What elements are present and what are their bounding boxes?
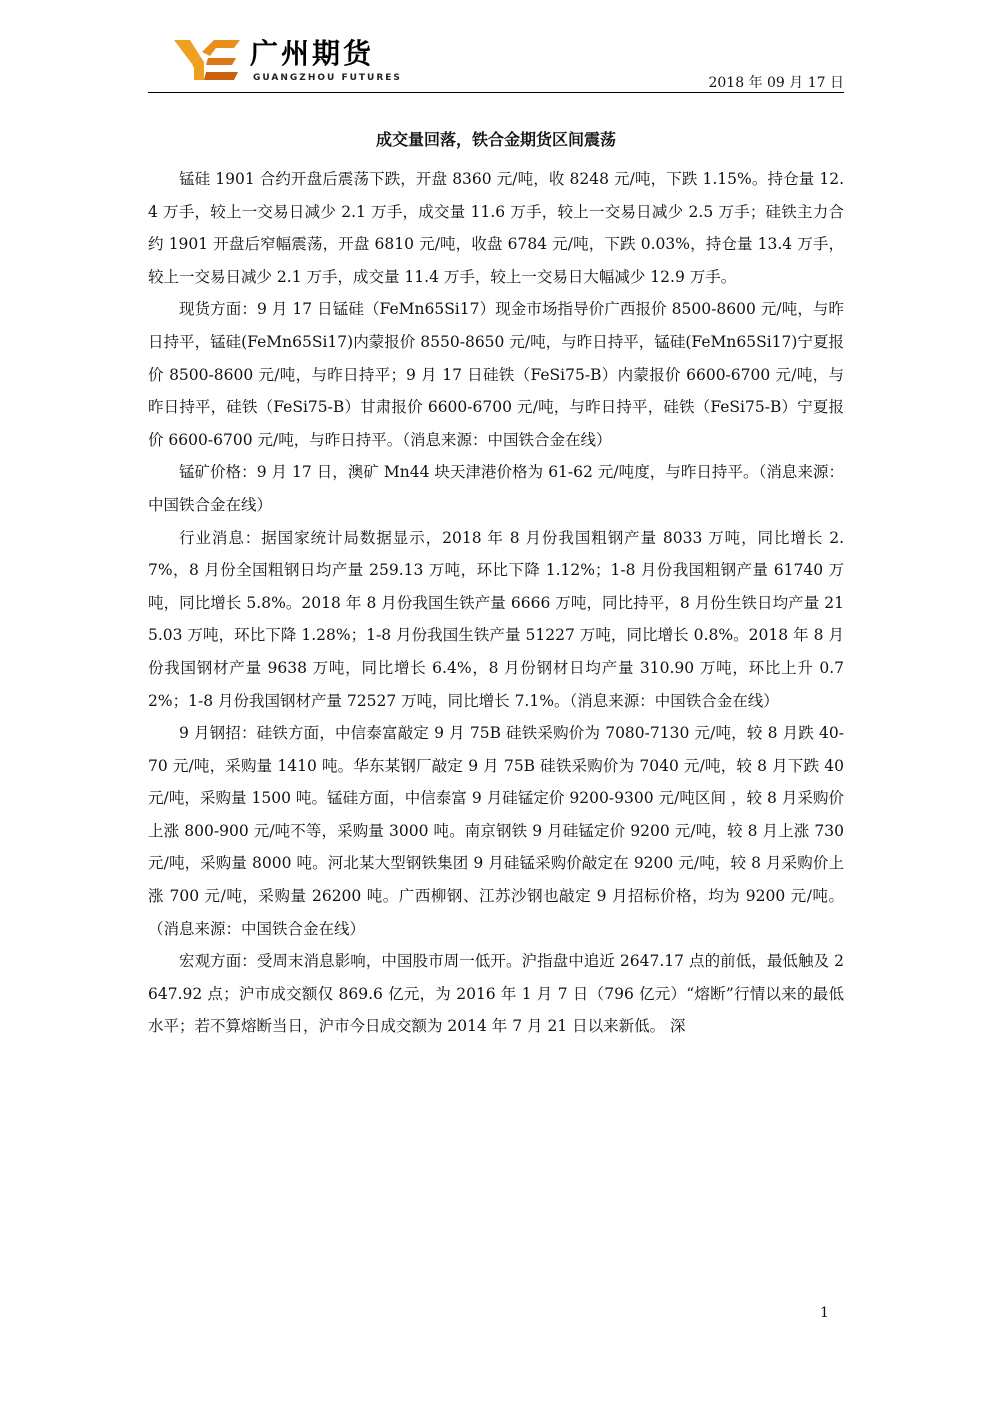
paragraph-spot: 现货方面：9 月 17 日锰硅（FeMn65Si17）现金市场指导价广西报价 8500-8600 元/吨，与昨日持平，锰硅(FeMn65Si17)内蒙报价 8550-8650 元/吨，与昨日持平，锰硅(FeMn65Si17)宁夏报价 8500-8600 元/吨，与昨日持平；9 月 17 日硅铁（FeSi75-B）内蒙报价 6600-6700 元/吨，与昨日持平，硅铁（FeSi75-B）甘肃报价 6600-6700 元/吨，与昨日持平，硅铁（FeSi75-B）宁夏报价 6600-6700 元/吨，与昨日持平。（消息来源：中国铁合金在线） (148, 300, 844, 449)
paragraph-trading: 锰硅 1901 合约开盘后震荡下跌，开盘 8360 元/吨，收 8248 元/吨，下跌 1.15%。持仓量 12.4 万手，较上一交易日减少 2.1 万手，成交量 11.6 万手，较上一交易日减少 2.5 万手；硅铁主力合约 1901 开盘后窄幅震荡，开盘 6810 元/吨，收盘 6784 元/吨，下跌 0.03%，持仓量 13.4 万手，较上一交易日减少 2.1 万手，成交量 11.4 万手，较上一交易日大幅减少 12.9 万手。 (148, 170, 844, 286)
company-logo (174, 38, 424, 90)
paragraph-industry: 行业消息：据国家统计局数据显示，2018 年 8 月份我国粗钢产量 8033 万吨，同比增长 2.7%，8 月份全国粗钢日均产量 259.13 万吨，环比下降 1.12%；1-8 月份我国粗钢产量 61740 万吨，同比增长 5.8%。2018 年 8 月份我国生铁产量 6666 万吨，同比持平，8 月份生铁日均产量 215.03 万吨，环比下降 1.28%；1-8 月份我国生铁产量 51227 万吨，同比增长 0.8%。2018 年 8 月份我国钢材产量 9638 万吨，同比增长 6.4%，8 月份钢材日均产量 310.90 万吨，环比上升 0.72%；1-8 月份我国钢材产量 72527 万吨，同比增长 7.1%。（消息来源：中国铁合金在线） (148, 528, 844, 710)
logo-chinese-name: 广州期货 (250, 37, 375, 70)
page-header (148, 30, 844, 98)
report-date: 2018 年 09 月 17 日 (708, 75, 844, 91)
paragraph-tender: 9 月钢招：硅铁方面，中信泰富敲定 9 月 75B 硅铁采购价为 7080-7130 元/吨，较 8 月跌 40-70 元/吨，采购量 1410 吨。华东某钢厂敲定 9 月 75B 硅铁采购价为 7040 元/吨，较 8 月下跌 40 元/吨，采购量 1500 吨。锰硅方面，中信泰富 9 月硅锰定价 9200-9300 元/吨区间 ，较 8 月采购价上涨 800-900 元/吨不等，采购量 3000 吨。南京钢铁 9 月硅锰定价 9200 元/吨，较 8 月上涨 730 元/吨，采购量 8000 吨。河北某大型钢铁集团 9 月硅锰采购价敲定在 9200 元/吨，较 8 月采购价上涨 700 元/吨，采购量 26200 吨。广西柳钢、江苏沙钢也敲定 9 月招标价格，均为 9200 元/吨。（消息来源：中国铁合金在线） (148, 724, 844, 938)
logo-mark-icon (174, 38, 240, 82)
paragraph-macro: 宏观方面：受周末消息影响，中国股市周一低开。沪指盘中追近 2647.17 点的前低，最低触及 2647.92 点；沪市成交额仅 869.6 亿元，为 2016 年 1 月 7 日（796 亿元）“熔断”行情以来的最低水平；若不算熔断当日，沪市今日成交额为 2014 年 7 月 21 日以来新低。 深 (148, 952, 844, 1036)
page-number: 1 (820, 1305, 829, 1321)
article-title: 成交量回落，铁合金期货区间震荡 (375, 130, 616, 149)
paragraph-ore: 锰矿价格：9 月 17 日，澳矿 Mn44 块天津港价格为 61-62 元/吨度，与昨日持平。（消息来源：中国铁合金在线） (148, 463, 844, 514)
header-divider (148, 92, 844, 93)
article-body (148, 163, 844, 1043)
logo-english-name: GUANGZHOU FUTURES (253, 73, 402, 83)
